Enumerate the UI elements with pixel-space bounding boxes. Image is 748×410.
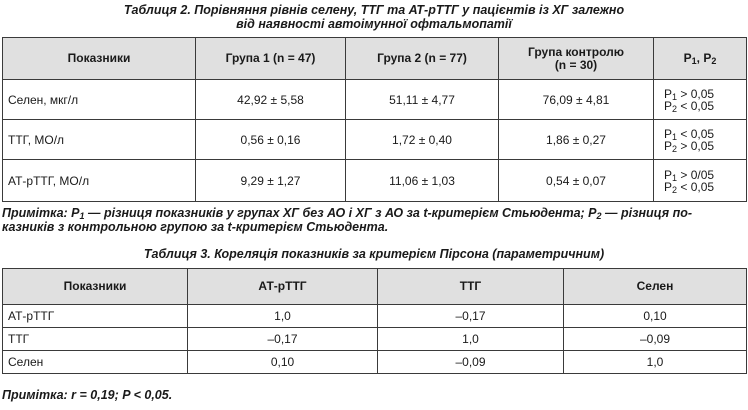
table3-header-selen: Селен: [564, 269, 747, 305]
p-values: [654, 80, 747, 120]
p-letter: P: [664, 167, 673, 182]
correlation-value: –0,17: [188, 328, 378, 351]
table2-header-row: [3, 38, 747, 80]
table3-caption: Таблиця 3. Кореляція показників за критерієм Пірсона (параметричним): [143, 247, 605, 261]
row-label: АТ-рТТГ: [3, 305, 188, 328]
table-row: [3, 328, 747, 351]
table2-caption: [0, 3, 748, 31]
group2-value: 11,06 ± 1,03: [346, 160, 499, 202]
p-subscript: 1: [691, 56, 697, 66]
p-letter: P: [664, 98, 673, 113]
group1-value: 0,56 ± 0,16: [196, 120, 346, 160]
group2-value: 1,72 ± 0,40: [346, 120, 499, 160]
table3-header-indicator: Показники: [3, 269, 188, 305]
table2-note-line1: [2, 206, 744, 220]
row-label: Селен: [3, 351, 188, 374]
control-value: 1,86 ± 0,27: [499, 120, 654, 160]
table2-header-p: [654, 38, 747, 80]
p-letter: P: [664, 138, 673, 153]
p-letter: P: [683, 51, 692, 65]
table-row: [3, 120, 747, 160]
p-subscript: 1: [672, 131, 678, 142]
table-row: [3, 160, 747, 202]
table3: [2, 268, 747, 374]
note-subscript: 1: [79, 211, 85, 221]
p-value: > 0,05: [677, 138, 715, 153]
p-subscript: 2: [672, 184, 678, 195]
group1-value: 9,29 ± 1,27: [196, 160, 346, 202]
correlation-value: 0,10: [188, 351, 378, 374]
table3-header-row: [3, 269, 747, 305]
note-subscript: 2: [596, 211, 602, 221]
note-text: — різниця показників у групах ХГ без АО і ХГ з АО за t-критерієм Стьюдента; P: [84, 206, 597, 220]
p-separator: , P: [696, 51, 712, 65]
table2-header-control-line1: Група контролю: [528, 44, 624, 59]
row-label: АТ-рТТГ, МО/л: [3, 160, 196, 202]
table-row: [3, 351, 747, 374]
p-subscript: 2: [672, 103, 678, 114]
p-subscript: 2: [711, 56, 717, 66]
table2-note: [2, 206, 744, 234]
p-values: [654, 160, 747, 202]
table2: [2, 37, 747, 202]
table3-header-ttg: ТТГ: [378, 269, 564, 305]
correlation-value: 1,0: [564, 351, 747, 374]
table2-header-group2: Група 2 (n = 77): [346, 38, 499, 80]
control-value: 76,09 ± 4,81: [499, 80, 654, 120]
correlation-value: –0,09: [378, 351, 564, 374]
note-text: — різниця по-: [601, 206, 693, 220]
control-value: 0,54 ± 0,07: [499, 160, 654, 202]
correlation-value: 0,10: [564, 305, 747, 328]
table-row: [3, 305, 747, 328]
table2-header-control: [499, 38, 654, 80]
row-label: ТТГ, МО/л: [3, 120, 196, 160]
p2-line: [664, 181, 746, 193]
table3-note: Примітка: r = 0,19; P < 0,05.: [2, 388, 173, 402]
p-subscript: 1: [672, 91, 678, 102]
p-letter: P: [664, 86, 673, 101]
table2-note-line2: казників з контрольною групою за t-критерієм Стьюдента.: [2, 220, 389, 234]
table3-header-at-rttg: АТ-рТТГ: [188, 269, 378, 305]
group1-value: 42,92 ± 5,58: [196, 80, 346, 120]
p-letter: P: [664, 179, 673, 194]
p-value: < 0,05: [677, 179, 715, 194]
group2-value: 51,11 ± 4,77: [346, 80, 499, 120]
p2-line: [664, 140, 746, 152]
p-value: < 0,05: [677, 126, 715, 141]
note-text: Примітка: P: [2, 206, 80, 220]
p-value: > 0/05: [677, 167, 715, 182]
row-label: ТТГ: [3, 328, 188, 351]
p-value: > 0,05: [677, 86, 715, 101]
row-label: Селен, мкг/л: [3, 80, 196, 120]
table2-header-indicator: Показники: [3, 38, 196, 80]
p-values: [654, 120, 747, 160]
table2-caption-line2: від наявності автоімунної офтальмопатії: [236, 17, 512, 31]
p-subscript: 2: [672, 143, 678, 154]
table2-header-control-line2: (n = 30): [554, 57, 598, 72]
p-subscript: 1: [672, 172, 678, 183]
correlation-value: 1,0: [188, 305, 378, 328]
p2-line: [664, 100, 746, 112]
p-value: < 0,05: [677, 98, 715, 113]
correlation-value: –0,17: [378, 305, 564, 328]
correlation-value: 1,0: [378, 328, 564, 351]
table2-caption-line1: Таблиця 2. Порівняння рівнів селену, ТТГ та АТ-рТТГ у пацієнтів із ХГ залежно: [123, 3, 625, 17]
table2-header-group1: Група 1 (n = 47): [196, 38, 346, 80]
correlation-value: –0,09: [564, 328, 747, 351]
table-row: [3, 80, 747, 120]
p-letter: P: [664, 126, 673, 141]
